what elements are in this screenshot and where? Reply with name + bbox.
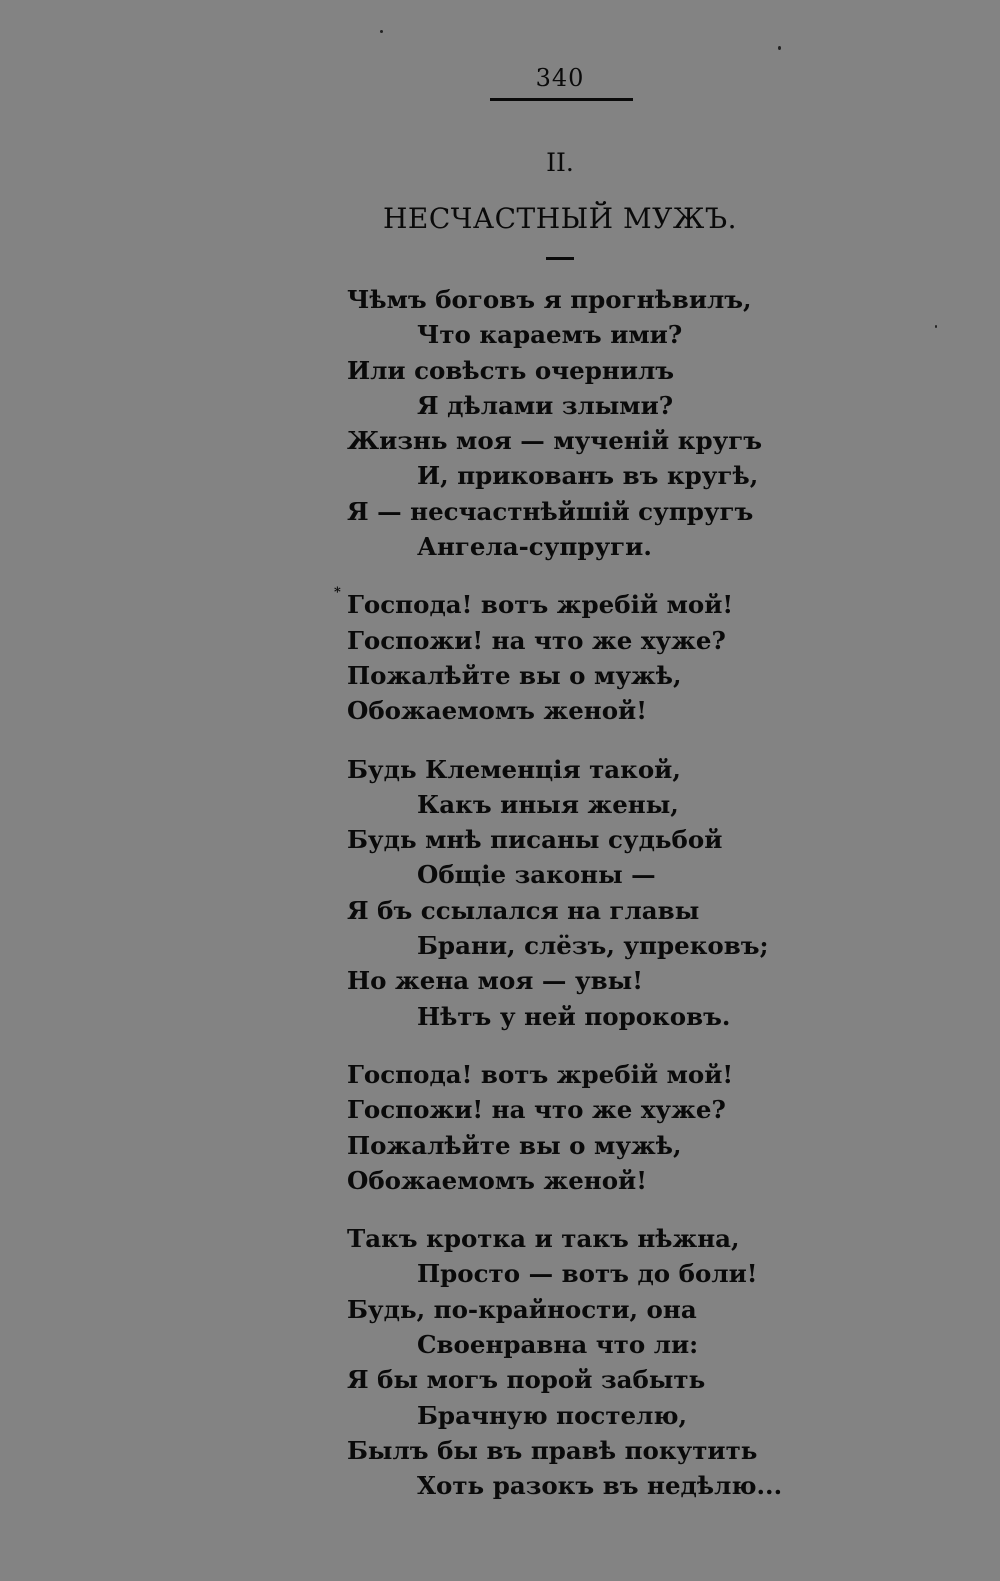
stanza: [347, 1221, 827, 1503]
stanza: [347, 282, 827, 564]
poem-line: Но жена моя — увы!: [347, 966, 643, 996]
header-rule: [490, 98, 633, 101]
scan-speck: [935, 325, 937, 328]
stanza: [347, 752, 827, 1034]
poem-line: Такъ кротка и такъ нѣжна,: [347, 1224, 740, 1254]
poem-line: Хоть разокъ въ недѣлю...: [417, 1471, 783, 1501]
poem-line: Обожаемомъ женой!: [347, 696, 647, 726]
poem-line: Или совѣсть очернилъ: [347, 355, 675, 385]
poem-line: Ангела-супруги.: [417, 532, 652, 562]
poem-body: [347, 282, 827, 1527]
poem-line: Будь Клеменція такой,: [347, 754, 681, 784]
poem-line: Будь мнѣ писаны судьбой: [347, 825, 723, 855]
poem-line: Былъ бы въ правѣ покутить: [347, 1435, 758, 1465]
stanza: [347, 587, 827, 728]
poem-line: Господа! вотъ жребій мой!: [347, 1059, 734, 1089]
section-number: II.: [546, 148, 574, 177]
poem-line: Брачную постелю,: [417, 1400, 688, 1430]
poem-line: Какъ иныя жены,: [417, 789, 679, 819]
poem-line: Госпожи! на что же хуже?: [347, 1095, 726, 1125]
poem-line: Жизнь моя — мученій кругъ: [347, 426, 763, 456]
poem-line: Будь, по-крайности, она: [347, 1294, 697, 1324]
poem-line: Нѣтъ у ней пороковъ.: [417, 1001, 731, 1031]
poem-line: Просто — вотъ до боли!: [417, 1259, 758, 1289]
page-number: 340: [535, 64, 585, 92]
margin-asterisk: *: [334, 585, 341, 600]
stanza: [347, 1057, 827, 1198]
poem-line: Я бы могъ порой забыть: [347, 1365, 706, 1395]
poem-line: Своенравна что ли:: [417, 1330, 699, 1360]
poem-line: Обожаемомъ женой!: [347, 1165, 647, 1195]
poem-line: Я дѣлами злыми?: [417, 390, 674, 420]
scan-speck: [380, 30, 383, 33]
poem-line: Я бъ ссылался на главы: [347, 895, 700, 925]
poem-line: Чѣмъ боговъ я прогнѣвилъ,: [347, 285, 752, 314]
poem-line: Пожалѣйте вы о мужѣ,: [347, 1130, 682, 1160]
title-dash: [546, 257, 574, 260]
poem-line: И, прикованъ въ кругѣ,: [417, 461, 759, 491]
poem-line: Госпожи! на что же хуже?: [347, 625, 726, 655]
poem-line: Я — несчастнѣйшій супругъ: [347, 496, 754, 526]
poem-line: Пожалѣйте вы о мужѣ,: [347, 660, 682, 690]
scan-speck: [778, 46, 781, 50]
poem-line: Общіе законы —: [417, 860, 656, 890]
poem-line: Господа! вотъ жребій мой!: [347, 590, 734, 620]
poem-line: Брани, слёзъ, упрековъ;: [417, 931, 769, 961]
poem-title: НЕСЧАСТНЫЙ МУЖЪ.: [382, 202, 738, 235]
poem-line: Что караемъ ими?: [417, 320, 683, 350]
